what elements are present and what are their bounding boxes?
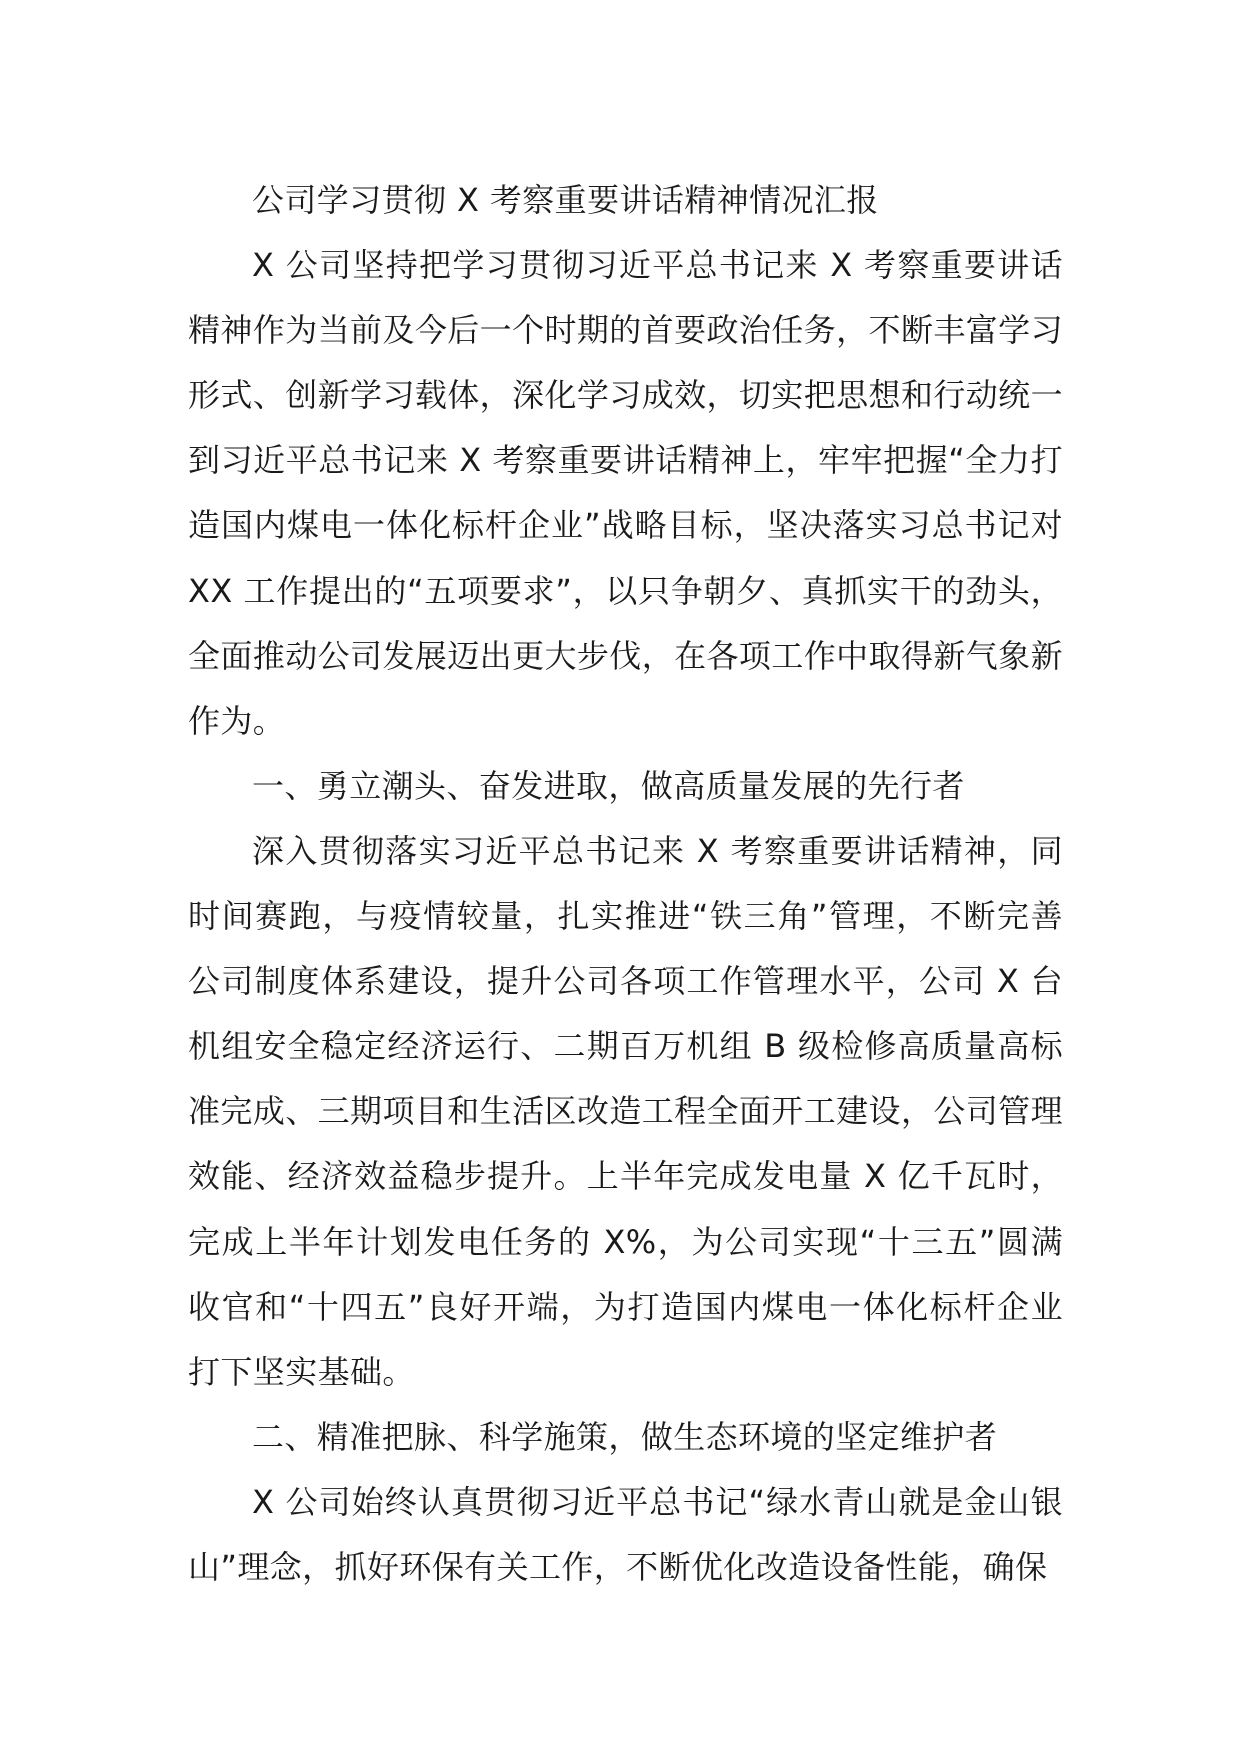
section-heading-2: 二、精准把脉、科学施策，做生态环境的坚定维护者 (252, 1417, 998, 1456)
document-body (188, 168, 1063, 1600)
section-heading-1: 一、勇立潮头、奋发进取，做高质量发展的先行者 (252, 766, 965, 805)
paragraph-section-1: 深入贯彻落实习近平总书记来 X 考察重要讲话精神，同时间赛跑，与疫情较量，扎实推进“铁三角”管理，不断完善公司制度体系建设，提升公司各项工作管理水平，公司 X 台机组安全稳定经济运行、二期百万机组 B 级检修高质量高标准完成、三期项目和生活区改造工程全面开工建设，公司管理效能、经济效益稳步提升。上半年完成发电量 X 亿千瓦时，完成上半年计划发电任务的 X%，为公司实现“十三五”圆满收官和“十四五”良好开端，为打造国内煤电一体化标杆企业打下坚实基础。 (188, 831, 1063, 1391)
document-title: 公司学习贯彻 X 考察重要讲话精神情况汇报 (252, 181, 879, 219)
paragraph-intro: X 公司坚持把学习贯彻习近平总书记来 X 考察重要讲话精神作为当前及今后一个时期的首要政治任务，不断丰富学习形式、创新学习载体，深化学习成效，切实把思想和行动统一到习近平总书记来 X 考察重要讲话精神上，牢牢把握“全力打造国内煤电一体化标杆企业”战略目标，坚决落实习总书记对 XX 工作提出的“五项要求”，以只争朝夕、真抓实干的劲头，全面推动公司发展迈出更大步伐，在各项工作中取得新气象新作为。 (188, 246, 1063, 740)
paragraph-section-2: X 公司始终认真贯彻习近平总书记“绿水青山就是金山银山”理念，抓好环保有关工作，不断优化改造设备性能，确保 (188, 1482, 1063, 1586)
